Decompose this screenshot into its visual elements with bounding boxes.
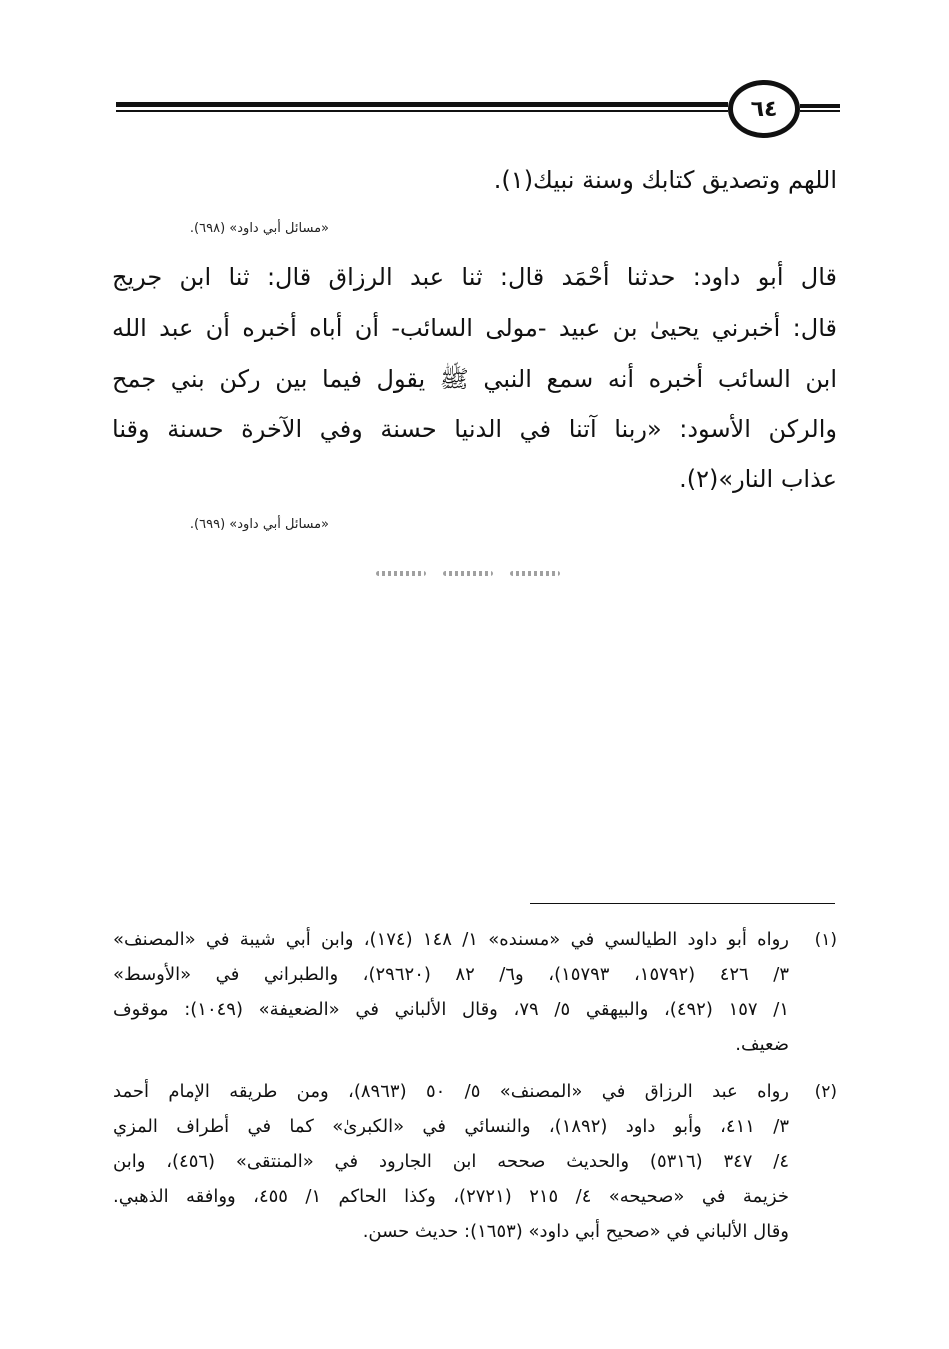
header-rule-right-thin xyxy=(800,110,840,112)
main-text-line: ابن السائب أخبره أنه سمع النبي ﷺ يقول فيما بين ركن بني جمح xyxy=(112,365,837,393)
footnote-line: رواه عبد الرزاق في «المصنف» ٥/ ٥٠ (٨٩٦٣)، ومن طريقه الإمام أحمد xyxy=(113,1081,789,1102)
footnote-line: ٤/ ٣٤٧ (٥٣١٦) والحديث صححه ابن الجارود في «المنتقى» (٤٥٦)، وابن xyxy=(113,1151,789,1172)
footnote-line: رواه أبو داود الطيالسي في «مسنده» ١/ ١٤٨ (١٧٤)، وابن أبي شيبة في «المصنف» xyxy=(113,929,789,950)
main-text-line: اللهم وتصديق كتابك وسنة نبيك(١). xyxy=(493,166,837,194)
page-number-badge xyxy=(728,80,800,138)
footnote-marker: (١) xyxy=(814,930,837,950)
main-text-line: قال: أخبرني يحيىٰ بن عبيد -مولى السائب- أن أباه أخبره أن عبد الله xyxy=(112,314,837,342)
page-number: ٦٤ xyxy=(750,96,778,122)
footnote-line: وقال الألباني في «صحيح أبي داود» (١٦٥٣): حديث حسن. xyxy=(362,1221,789,1242)
header-rule xyxy=(116,102,728,112)
source-note: «مسائل أبي داود» (٦٩٨). xyxy=(189,221,329,236)
source-note: «مسائل أبي داود» (٦٩٩). xyxy=(189,517,329,532)
ornament-piece xyxy=(376,571,426,576)
header-rule-right-thick xyxy=(800,104,840,108)
footnote-rule xyxy=(530,903,835,904)
header-rule-thin xyxy=(116,110,728,112)
footnote-line: ٣/ ٤٢٦ (١٥٧٩٢، ١٥٧٩٣)، و٦/ ٨٢ (٢٩٦٢٠)، والطبراني في «الأوسط» xyxy=(113,964,789,985)
footnote-marker: (٢) xyxy=(814,1082,837,1102)
footnote-line: خزيمة في «صحيحه» ٤/ ٢١٥ (٢٧٢١)، وكذا الحاكم ١/ ٤٥٥، ووافقه الذهبي. xyxy=(113,1186,789,1207)
header-rule-thick xyxy=(116,102,728,107)
header-rule-right xyxy=(800,104,840,112)
footnote-line: ٣/ ٤١١، وأبو داود (١٨٩٢)، والنسائي في «الكبرىٰ» كما في أطراف المزي xyxy=(113,1116,789,1137)
ornament-piece xyxy=(443,571,493,576)
footnote-line: ضعيف. xyxy=(735,1034,789,1055)
main-text-line: والركن الأسود: «ربنا آتنا في الدنيا حسنة وفي الآخرة حسنة وقنا xyxy=(112,415,837,443)
footnote-line: ١/ ١٥٧ (٤٩٢)، والبيهقي ٥/ ٧٩، وقال الألباني في «الضعيفة» (١٠٤٩): موقوف xyxy=(113,999,790,1020)
main-text-line: قال أبو داود: حدثنا أحْمَد قال: ثنا عبد الرزاق قال: ثنا ابن جريج xyxy=(112,263,837,291)
main-text-line: عذاب النار»(٢). xyxy=(679,465,837,493)
ornament-piece xyxy=(510,571,560,576)
ornament-separator xyxy=(376,566,560,580)
